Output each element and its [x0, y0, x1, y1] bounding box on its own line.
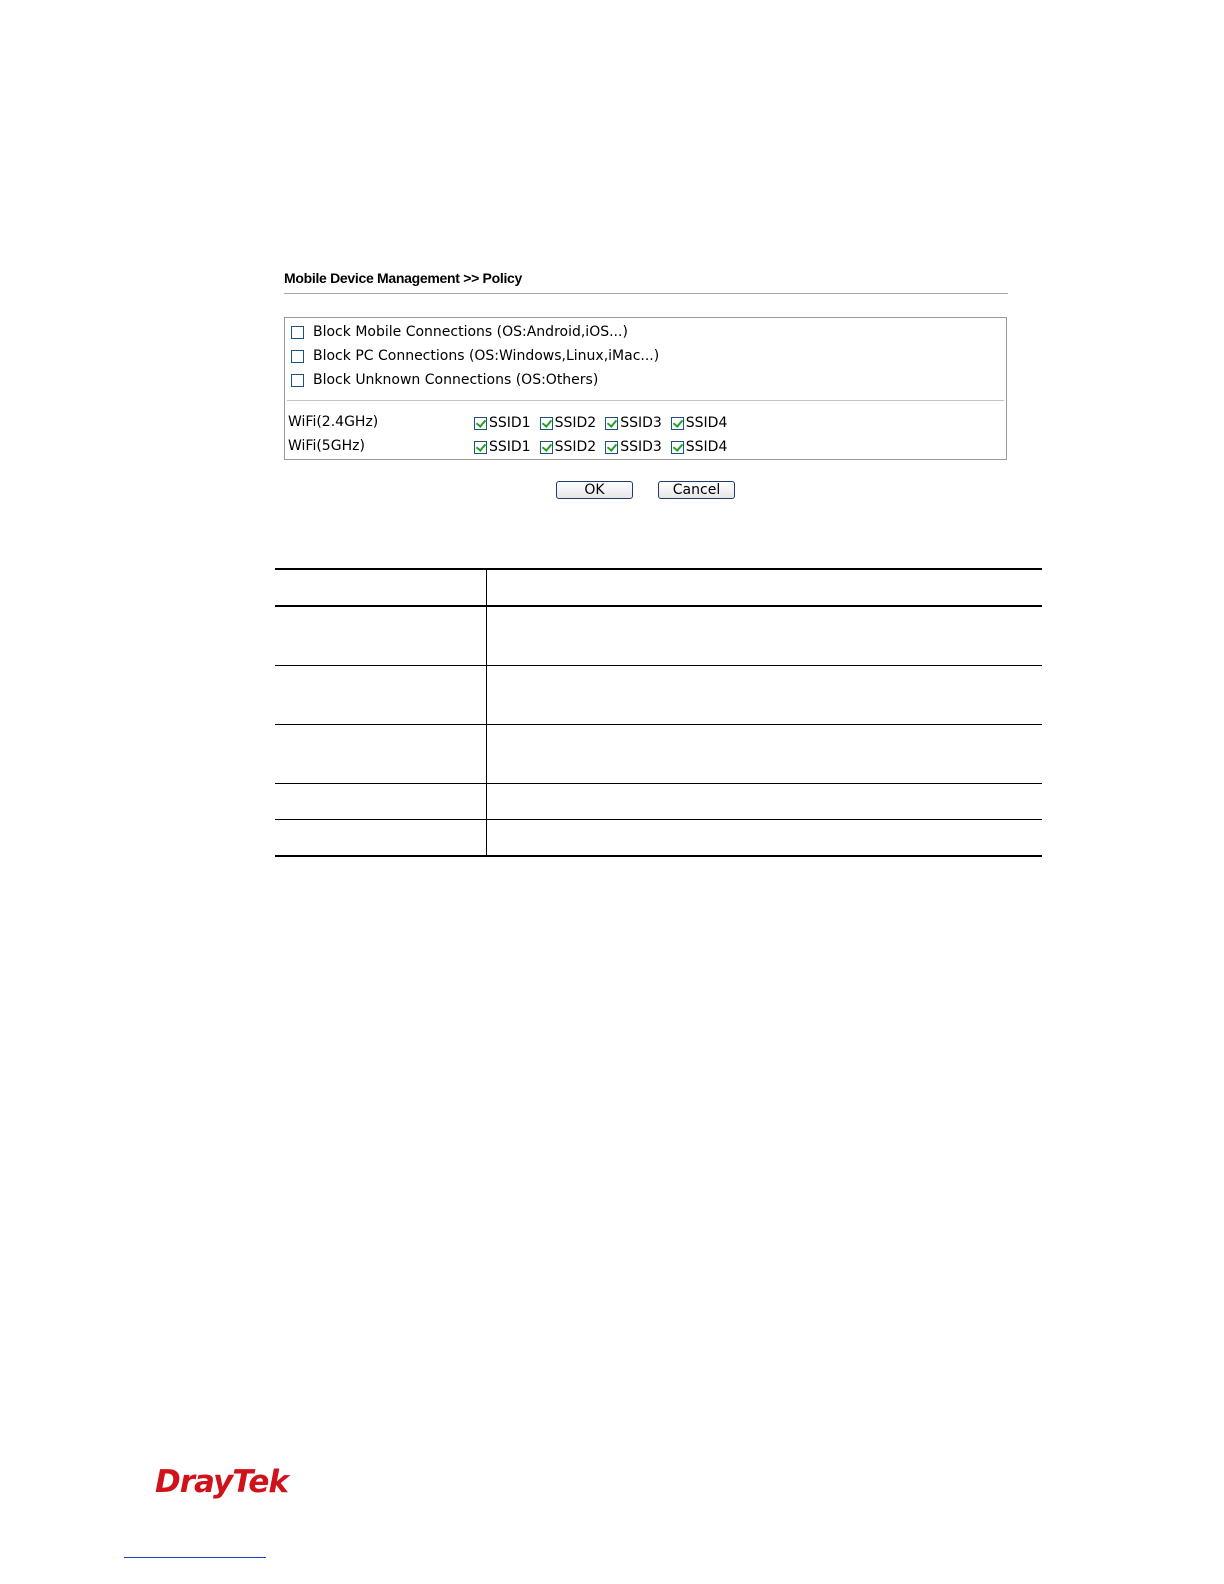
wifi-24-ssid4-label: SSID4 — [685, 415, 728, 431]
table-row — [275, 666, 1042, 725]
wifi-5-ssid2-checkbox[interactable] — [540, 441, 553, 454]
table-row — [275, 784, 1042, 820]
description-table — [275, 568, 1042, 857]
title-divider — [284, 293, 1008, 294]
wifi-24-ssid3-label: SSID3 — [620, 415, 662, 431]
wifi-24-ssid2[interactable] — [540, 415, 597, 431]
wifi-24-ssid3-checkbox[interactable] — [605, 417, 618, 430]
wifi-5-ssid3-checkbox[interactable] — [605, 441, 618, 454]
wifi-5-ssid3-label: SSID3 — [620, 439, 662, 455]
wifi-24-ssid2-checkbox[interactable] — [540, 417, 553, 430]
block-mobile-row[interactable] — [291, 322, 628, 342]
wifi-5-ssid1[interactable] — [474, 439, 531, 455]
wifi-5-ssid4[interactable] — [671, 439, 728, 455]
block-unknown-row[interactable] — [291, 370, 598, 390]
block-pc-label: Block PC Connections (OS:Windows,Linux,iMac...) — [313, 348, 660, 364]
wifi-24-ssid2-label: SSID2 — [554, 415, 597, 431]
page-title: Mobile Device Management >> Policy — [284, 270, 522, 286]
wifi-5-ssid-group — [474, 439, 736, 455]
table-row — [275, 606, 1042, 666]
wifi-5-ssid1-checkbox[interactable] — [474, 441, 487, 454]
panel-divider — [287, 400, 1004, 401]
wifi-5-ssid2[interactable] — [540, 439, 597, 455]
wifi-5-label: WiFi(5GHz) — [288, 438, 365, 454]
wifi-5-ssid4-label: SSID4 — [685, 439, 728, 455]
wifi-24-ssid4[interactable] — [671, 415, 728, 431]
wifi-24-ssid1-label: SSID1 — [489, 415, 531, 431]
block-pc-row[interactable] — [291, 346, 659, 366]
wifi-24-ssid1-checkbox[interactable] — [474, 417, 487, 430]
block-mobile-checkbox[interactable] — [291, 326, 304, 339]
wifi-24-ssid1[interactable] — [474, 415, 531, 431]
table-row — [275, 725, 1042, 784]
wifi-5-ssid3[interactable] — [605, 439, 662, 455]
cancel-button[interactable]: Cancel — [658, 481, 735, 499]
wifi-24-label: WiFi(2.4GHz) — [288, 414, 379, 430]
wifi-24-ssid-group — [474, 415, 736, 431]
wifi-5-ssid4-checkbox[interactable] — [671, 441, 684, 454]
block-unknown-label: Block Unknown Connections (OS:Others) — [313, 372, 599, 388]
draytek-logo: DrayTek — [155, 1464, 288, 1500]
policy-panel — [284, 317, 1007, 460]
block-pc-checkbox[interactable] — [291, 350, 304, 363]
block-unknown-checkbox[interactable] — [291, 374, 304, 387]
block-mobile-label: Block Mobile Connections (OS:Android,iOS...) — [313, 324, 628, 340]
table-header-row — [275, 569, 1042, 606]
table-row — [275, 820, 1042, 857]
wifi-24-ssid4-checkbox[interactable] — [671, 417, 684, 430]
wifi-5-ssid2-label: SSID2 — [554, 439, 597, 455]
wifi-5-ssid1-label: SSID1 — [489, 439, 531, 455]
footer-link-rule — [124, 1557, 266, 1558]
ok-button[interactable]: OK — [556, 481, 633, 499]
wifi-24-ssid3[interactable] — [605, 415, 662, 431]
